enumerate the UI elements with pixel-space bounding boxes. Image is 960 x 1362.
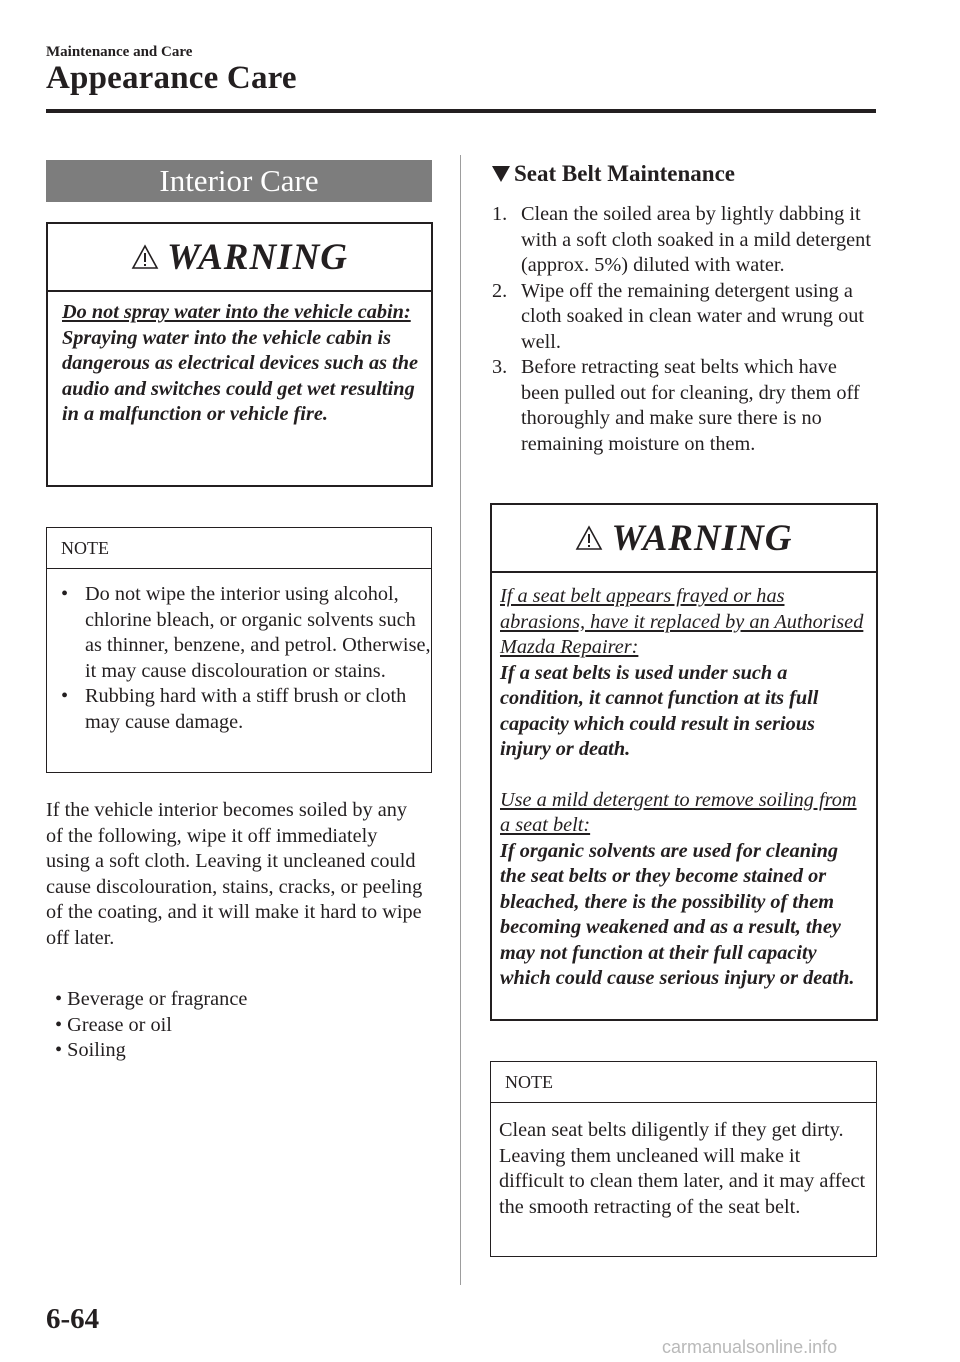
warning-triangle-icon <box>131 244 159 270</box>
column-divider <box>460 155 461 1285</box>
warning-label: WARNING <box>611 517 793 559</box>
note-body <box>47 569 431 735</box>
warning-header <box>48 224 431 292</box>
list-item: • Soiling <box>55 1039 126 1061</box>
warning-body <box>48 292 431 428</box>
list-item: 1. Clean the soiled area by lightly dabbing it with a soft cloth soaked in a mild detergent (approx. 5%) diluted with water. <box>492 203 871 276</box>
list-item: 3. Before retracting seat belts which have been pulled out for cleaning, dry them off thoroughly and make sure there is no remaining moisture on them. <box>492 356 860 455</box>
section-title-interior-care: Interior Care <box>46 160 432 202</box>
list-item: • Grease or oil <box>55 1013 172 1036</box>
warning-text: If organic solvents are used for cleaning the seat belts or they become stained or bleached, there is the possibility of them becoming weakened and as a result, they may not function at their full capacity which could cause serious injury or death. <box>500 839 855 989</box>
warning-subheading: Do not spray water into the vehicle cabin: <box>62 301 411 323</box>
seat-belt-steps <box>492 202 878 457</box>
warning-body <box>492 573 876 992</box>
note-label: NOTE <box>47 528 431 569</box>
bullet-icon: • <box>61 685 69 707</box>
page-title: Appearance Care <box>46 60 297 96</box>
list-item: • Do not wipe the interior using alcohol, chlorine bleach, or organic solvents such as thinner, benzene, and petrol. Otherwise, it may cause discolouration or stains. <box>61 583 431 682</box>
warning-header <box>492 505 876 573</box>
warning-text: Spraying water into the vehicle cabin is dangerous as electrical devices such as the audio and switches could get wet resulting in a malfunction or vehicle fire. <box>62 326 419 425</box>
note-text: Clean seat belts diligently if they get dirty. Leaving them uncleaned will make it difficult to clean them later, and it may affect the smooth retracting of the seat belt. <box>499 1119 866 1218</box>
soil-list <box>55 987 415 1064</box>
watermark: carmanualsonline.info <box>662 1337 838 1357</box>
bullet-icon: • <box>61 583 69 605</box>
note-label: NOTE <box>491 1062 876 1103</box>
interior-paragraph: If the vehicle interior becomes soiled by any of the following, wipe it off immediately using a soft cloth. Leaving it uncleaned could cause discolouration, stains, cracks, or peeling of the coating, and it will make it hard to wipe off later. <box>46 799 423 949</box>
list-item: • Rubbing hard with a stiff brush or cloth may cause damage. <box>61 685 407 733</box>
warning-subheading: If a seat belt appears frayed or has abrasions, have it replaced by an Authorised Mazda Repairer: <box>500 585 864 658</box>
warning-triangle-icon <box>575 525 603 551</box>
header-rule <box>46 109 876 113</box>
warning-label: WARNING <box>166 236 349 278</box>
note-box-interior <box>46 527 432 773</box>
warning-subheading: Use a mild detergent to remove soiling from a seat belt: <box>500 788 857 836</box>
list-item: 2. Wipe off the remaining detergent using a cloth soaked in clean water and wrung out well. <box>492 279 864 353</box>
triangle-down-icon <box>492 166 510 182</box>
warning-box-interior <box>46 222 433 487</box>
page-number: 6-64 <box>46 1303 100 1335</box>
note-box-seat-belt <box>490 1061 877 1257</box>
warning-text: If a seat belts is used under such a condition, it cannot function at its full capacity which could result in serious injury or death. <box>500 661 819 760</box>
section-heading-seat-belt: Seat Belt Maintenance <box>492 161 735 187</box>
warning-box-seat-belt <box>490 503 878 1021</box>
breadcrumb: Maintenance and Care <box>46 44 193 60</box>
list-item: • Beverage or fragrance <box>55 988 248 1010</box>
